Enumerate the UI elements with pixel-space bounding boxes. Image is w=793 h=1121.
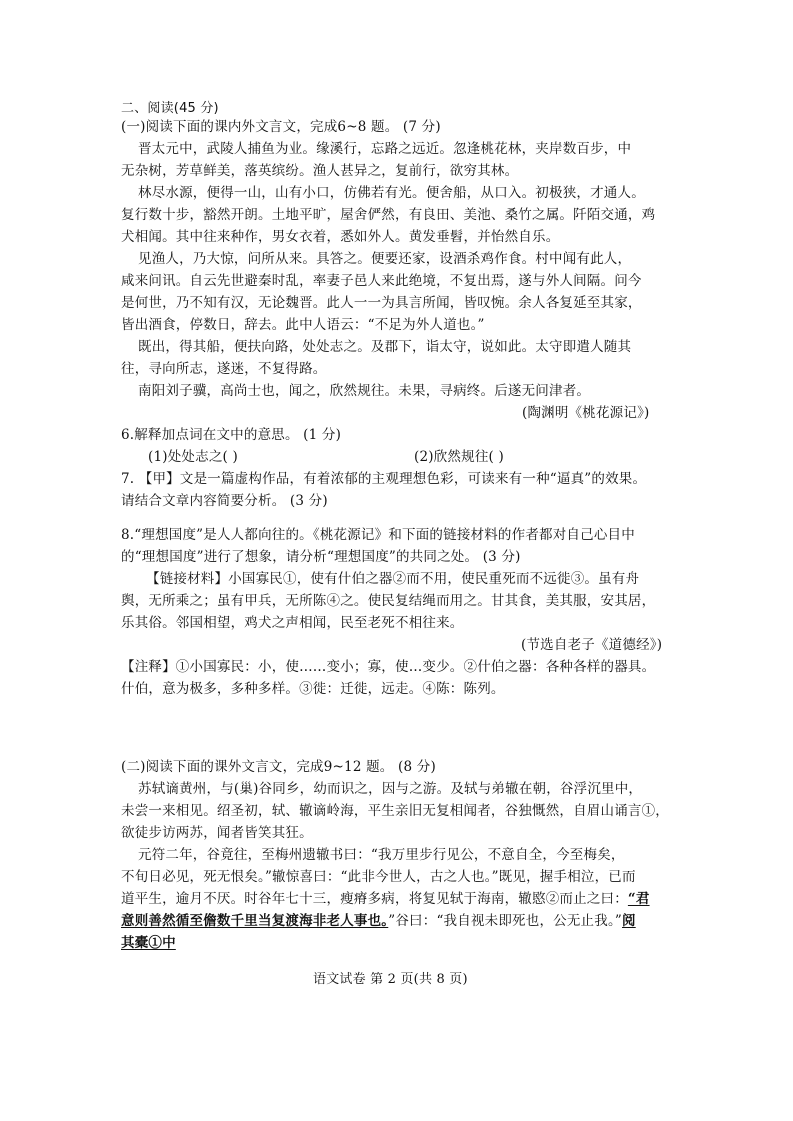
section-title: 二、阅读(45 分): [121, 101, 219, 116]
passage-line: 未尝一来相见。绍圣初，轼、辙谪岭海，平生亲旧无复相闻者，谷独慨然，自眉山诵言①，: [121, 803, 669, 819]
link-source: (节选自老子《道德经》): [521, 637, 663, 653]
underlined-sentence: 阅: [622, 913, 636, 929]
passage-source: (陶渊明《桃花源记》): [522, 405, 650, 421]
part1-heading: (一)阅读下面的课内外文言文，完成6~8 题。 (7 分): [121, 119, 441, 135]
passage-line: 往，寻向所志，遂迷，不复得路。: [121, 361, 327, 377]
passage-line: 不旬日必见，死无恨矣。”辙惊喜曰：“此非今世人，古之人也。”既见，握手相泣，已而: [121, 869, 636, 885]
passage-line: [121, 913, 636, 930]
passage-line: 南阳刘子骥，高尚士也，闻之，欣然规往。未果，寻病终。后遂无问津者。: [138, 383, 591, 399]
passage-line: 是何世，乃不知有汉，无论魏晋。此人一一为具言所闻，皆叹惋。余人各复延至其家，: [121, 295, 642, 311]
question-6-2: (2)欣然规往( ): [414, 449, 504, 465]
link-material: 乐其俗。邻国相望，鸡犬之声相闻，民至老死不相往来。: [121, 615, 464, 631]
passage-line: 既出，得其船，便扶向路，处处志之。及郡下，诣太守，说如此。太守即遣人随其: [138, 339, 632, 355]
passage-line: 复行数十步，豁然开朗。土地平旷，屋舍俨然，有良田、美池、桑竹之属。阡陌交通，鸡: [121, 207, 656, 223]
underlined-sentence: 其橐①中: [121, 935, 176, 951]
part2-heading: (二)阅读下面的课外文言文，完成9~12 题。 (8 分): [121, 759, 436, 775]
annotation: 什伯，意为极多，多种多样。③徙：迁徙，远走。④陈：陈列。: [121, 681, 505, 697]
passage-line: 犬相闻。其中往来种作，男女衣着，悉如外人。黄发垂髫，并怡然自乐。: [121, 229, 560, 245]
passage-line: 苏轼谪黄州，与(巢)谷同乡，幼而识之，因与之游。及轼与弟辙在朝，谷浮沉里中，: [138, 781, 643, 797]
underlined-sentence: “君: [627, 891, 650, 907]
passage-line: [121, 891, 650, 908]
passage-line: 无杂树，芳草鲜美，落英缤纷。渔人甚异之，复前行，欲穷其林。: [121, 163, 519, 179]
page-footer: 语文试卷 第 2 页(共 8 页): [313, 972, 468, 987]
passage-text: ”谷曰：“我自视未即死也，公无止我。”: [388, 913, 623, 929]
question-8: 的“理想国度”进行了想象，请分析“理想国度”的共同之处。 (3 分): [121, 549, 521, 565]
passage-line: [121, 935, 176, 952]
passage-text: 道平生，逾月不厌。时谷年七十三，瘦瘠多病，将复见轼于海南，辙愍②而止之曰：: [121, 891, 628, 907]
passage-line: 见渔人，乃大惊，问所从来。具答之。便要还家，设酒杀鸡作食。村中闻有此人，: [138, 251, 632, 267]
passage-line: 欲徒步访两苏，闻者皆笑其狂。: [121, 825, 313, 841]
passage-line: 元符二年，谷竟往，至梅州遗辙书曰：“我万里步行见公，不意自全，今至梅矣，: [138, 847, 625, 863]
passage-line: 晋太元中，武陵人捕鱼为业。缘溪行，忘路之远近。忽逢桃花林，夹岸数百步，中: [138, 141, 632, 157]
passage-line: 林尽水源，便得一山，山有小口，仿佛若有光。便舍船，从口入。初极狭，才通人。: [138, 185, 645, 201]
link-material: 【链接材料】小国寡民①，使有什伯之器②而不用，使民重死而不远徙③。虽有舟: [146, 571, 640, 587]
annotation: 【注释】①小国寡民：小，使……变小；寡，使…变少。②什伯之器：各种各样的器具。: [121, 659, 656, 675]
link-material: 舆，无所乘之；虽有甲兵，无所陈④之。使民复结绳而用之。甘其食，美其服，安其居，: [121, 593, 656, 609]
question-6: 6.解释加点词在文中的意思。 (1 分): [121, 427, 342, 443]
underlined-sentence: 意则善然循至儋数千里当复渡海非老人事也。: [121, 913, 389, 929]
question-6-1: (1)处处志之( ): [148, 449, 238, 465]
question-7: 请结合文章内容简要分析。 (3 分): [121, 493, 328, 509]
passage-line: 咸来问讯。自云先世避秦时乱，率妻子邑人来此绝境，不复出焉，遂与外人间隔。问今: [121, 273, 642, 289]
passage-line: 皆出酒食，停数日，辞去。此中人语云：“不足为外人道也。”: [121, 317, 485, 333]
question-7: 7. 【甲】文是一篇虚构作品，有着浓郁的主观理想色彩，可读来有一种“逼真”的效果。: [121, 471, 647, 487]
question-8: 8.“理想国度”是人人都向往的。《桃花源记》和下面的链接材料的作者都对自己心目中: [121, 527, 635, 543]
